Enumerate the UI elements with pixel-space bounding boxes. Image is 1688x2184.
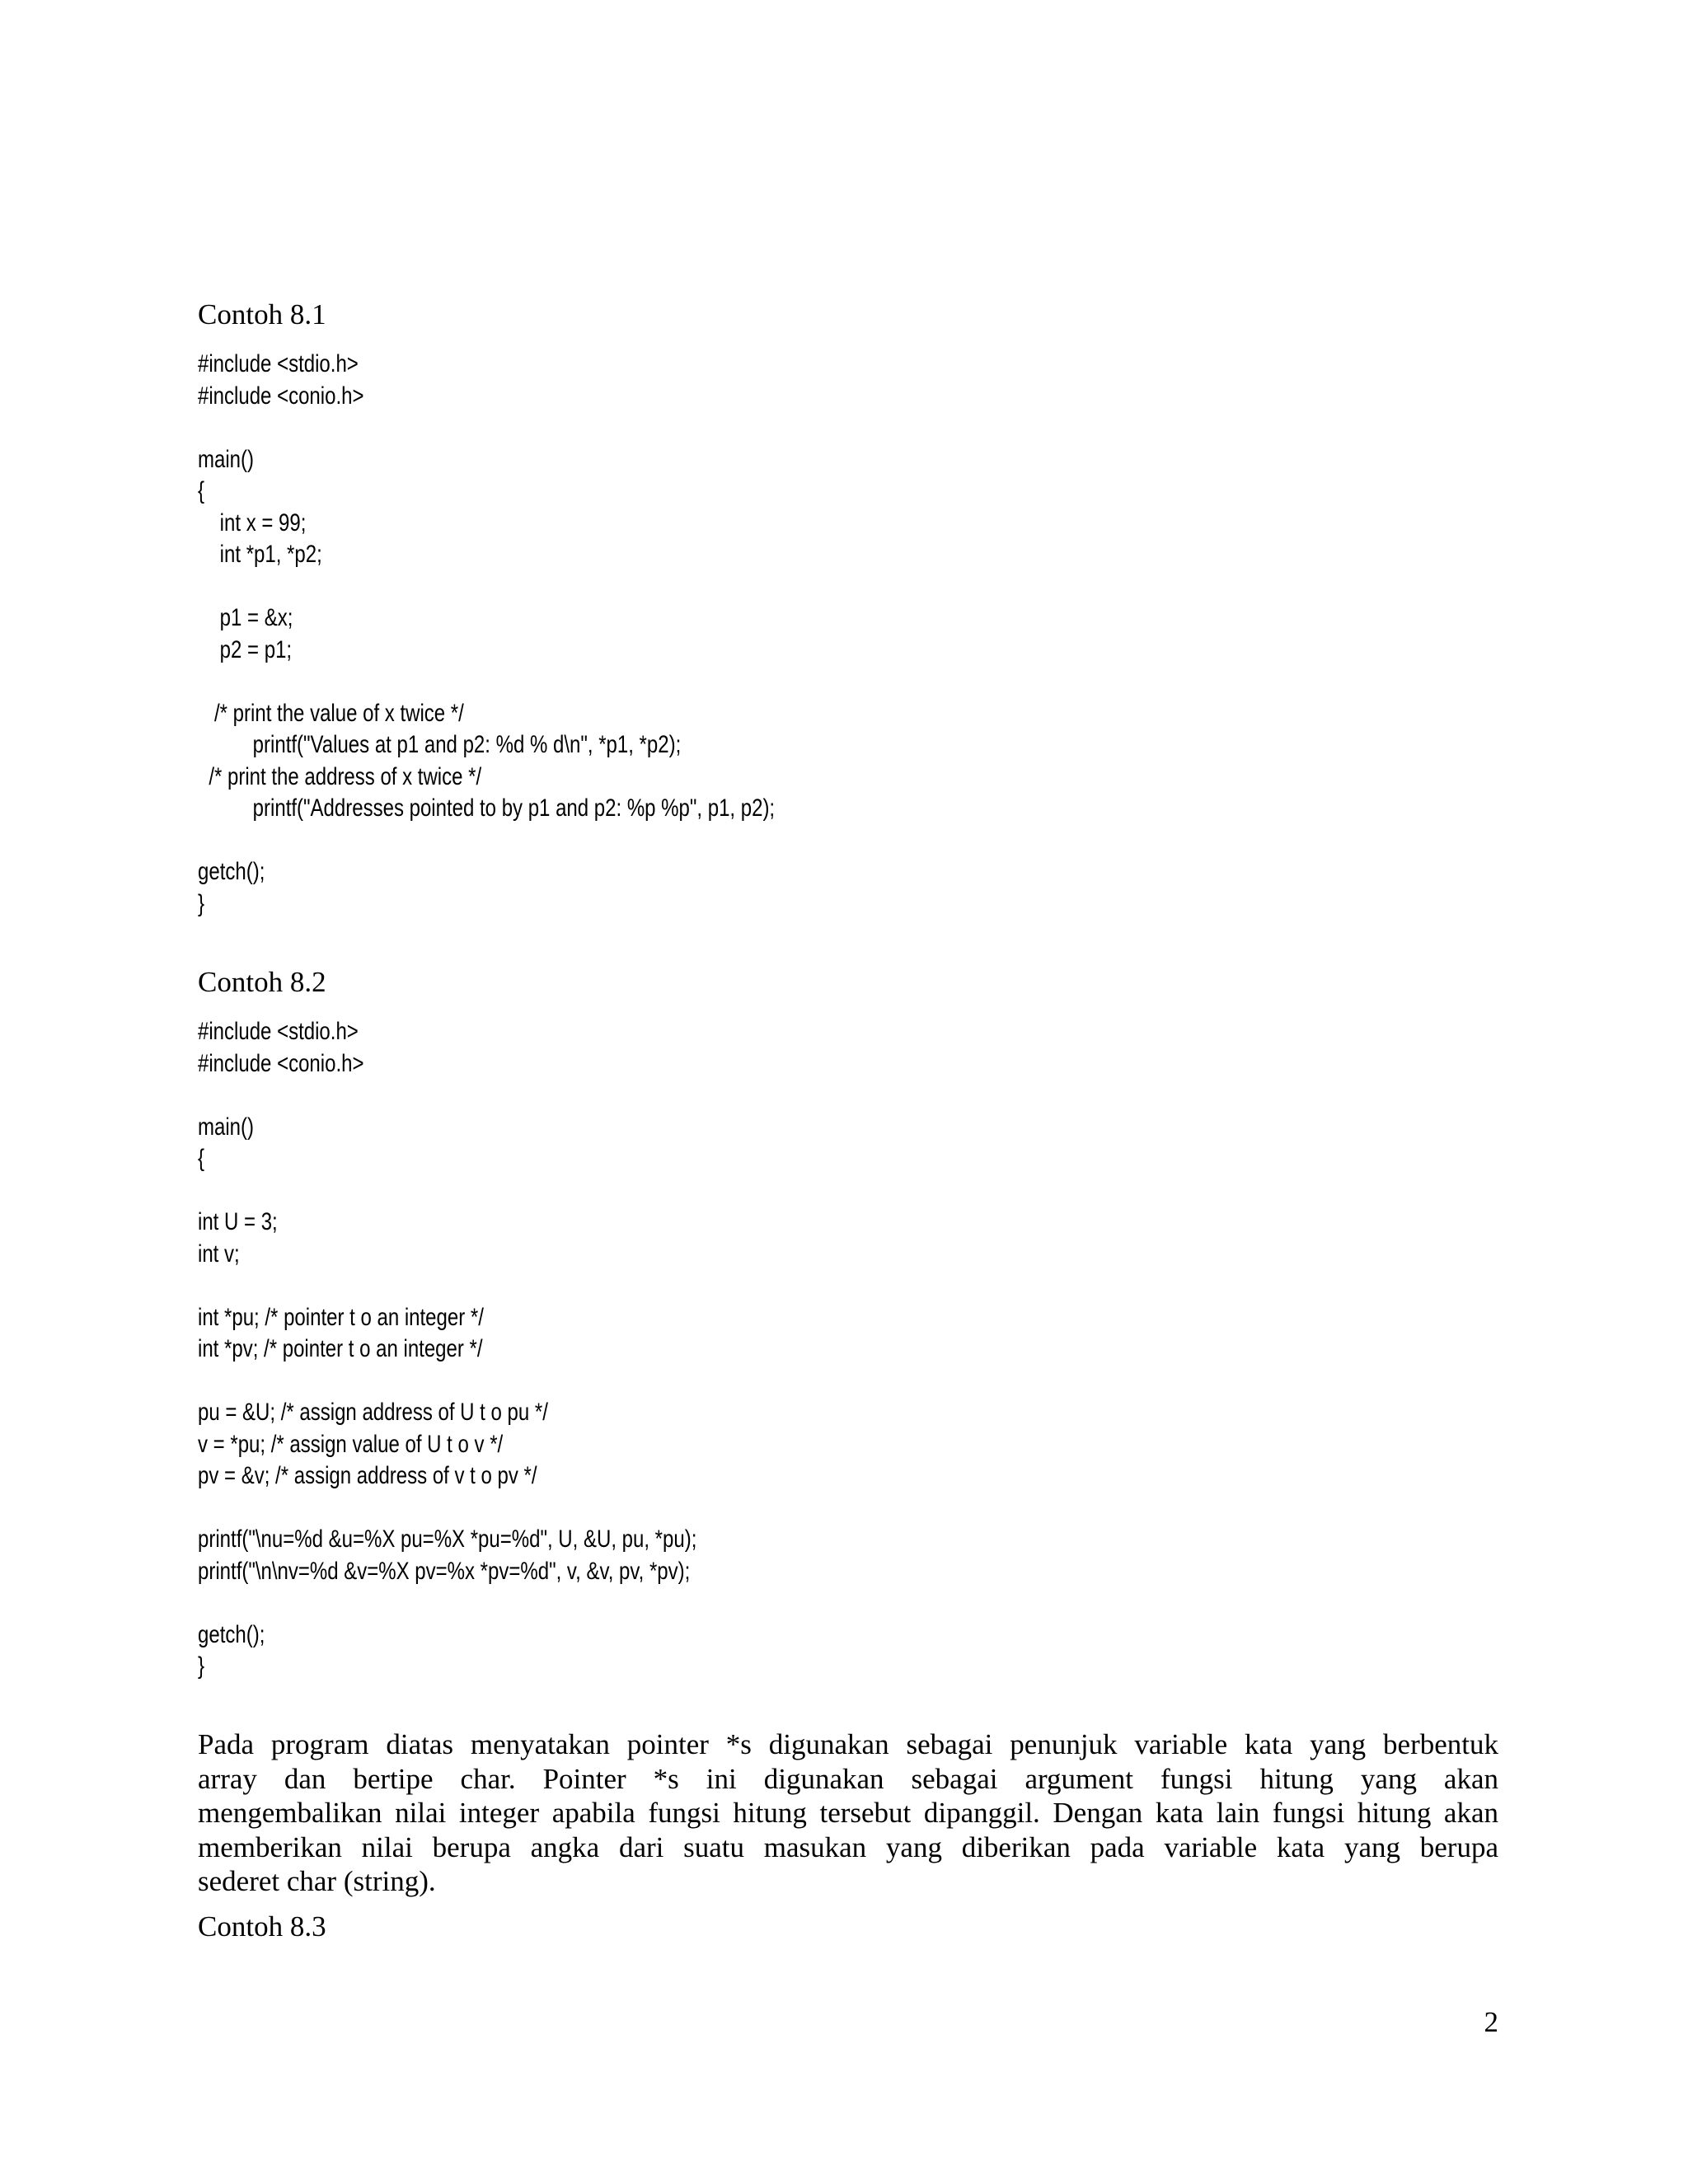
code-line: main() <box>198 445 255 473</box>
code-line: pu = &U; /* assign address of U t o pu */ <box>198 1399 548 1426</box>
code-line: getch(); <box>198 1620 265 1648</box>
code-line: printf("Values at p1 and p2: %d % d\n", *p1, *p2); <box>198 731 682 758</box>
code-comment-line: /* print the value of x twice */ <box>198 699 464 727</box>
code-line <box>198 1366 1253 1398</box>
code-line: v = *pu; /* assign value of U t o v */ <box>198 1430 504 1458</box>
example-heading-8-1: Contoh 8.1 <box>198 298 326 330</box>
paragraph-line: sederet char (string). <box>198 1865 436 1897</box>
explanation-paragraph <box>198 1727 1498 1899</box>
code-line: #include <conio.h> <box>198 1049 364 1077</box>
code-line: main() <box>198 1113 255 1141</box>
example-heading-8-2: Contoh 8.2 <box>198 966 326 998</box>
paragraph-line: array dan bertipe char. Pointer *s ini digunakan sebagai argument fungsi hitung yang akan <box>198 1762 1498 1795</box>
code-block-8-1 <box>198 349 1253 920</box>
code-line: { <box>198 1145 205 1172</box>
code-line: int *p1, *p2; <box>198 541 322 568</box>
code-line <box>198 1080 1253 1112</box>
code-line: getch(); <box>198 858 265 885</box>
code-line: } <box>198 889 205 917</box>
code-line: int U = 3; <box>198 1208 278 1235</box>
code-line: p1 = &x; <box>198 604 293 631</box>
code-line <box>198 666 1253 698</box>
paragraph-line: mengembalikan nilai integer apabila fungsi hitung tersebut dipanggil. Dengan kata lain fungsi hitung akan <box>198 1797 1498 1829</box>
code-comment-line: /* print the address of x twice */ <box>198 762 482 790</box>
paragraph-line: memberikan nilai berupa angka dari suatu masukan yang diberikan pada variable kata yang berupa <box>198 1830 1498 1863</box>
code-line: } <box>198 1652 205 1680</box>
code-line: p2 = p1; <box>198 635 293 663</box>
code-line: printf("\n\nv=%d &v=%X pv=%x *pv=%d", v, &v, pv, *pv); <box>198 1557 691 1585</box>
code-line: printf("Addresses pointed to by p1 and p2: %p %p", p1, p2); <box>198 794 776 822</box>
code-line <box>198 412 1253 444</box>
code-line <box>198 571 1253 603</box>
code-line: #include <conio.h> <box>198 382 364 410</box>
paragraph-line: Pada program diatas menyatakan pointer *s digunakan sebagai penunjuk variable kata yang berbentuk <box>198 1728 1498 1760</box>
code-block-8-2 <box>198 1016 1253 1683</box>
code-line <box>198 1270 1253 1302</box>
code-line: #include <stdio.h> <box>198 350 359 377</box>
code-line <box>198 1587 1253 1619</box>
code-line <box>198 1493 1253 1525</box>
code-line <box>198 1175 1253 1207</box>
code-line <box>198 825 1253 857</box>
code-line: int x = 99; <box>198 509 307 537</box>
code-line: #include <stdio.h> <box>198 1018 359 1045</box>
code-line: printf("\nu=%d &u=%X pu=%X *pu=%d", U, &U, pu, *pu); <box>198 1526 697 1553</box>
code-line: int *pu; /* pointer t o an integer */ <box>198 1303 484 1331</box>
code-line: { <box>198 477 205 504</box>
code-line: int v; <box>198 1240 240 1268</box>
code-line: int *pv; /* pointer t o an integer */ <box>198 1335 483 1362</box>
example-heading-8-3: Contoh 8.3 <box>198 1910 326 1943</box>
page-number: 2 <box>1484 2006 1498 2038</box>
code-line: pv = &v; /* assign address of v t o pv */ <box>198 1462 537 1489</box>
